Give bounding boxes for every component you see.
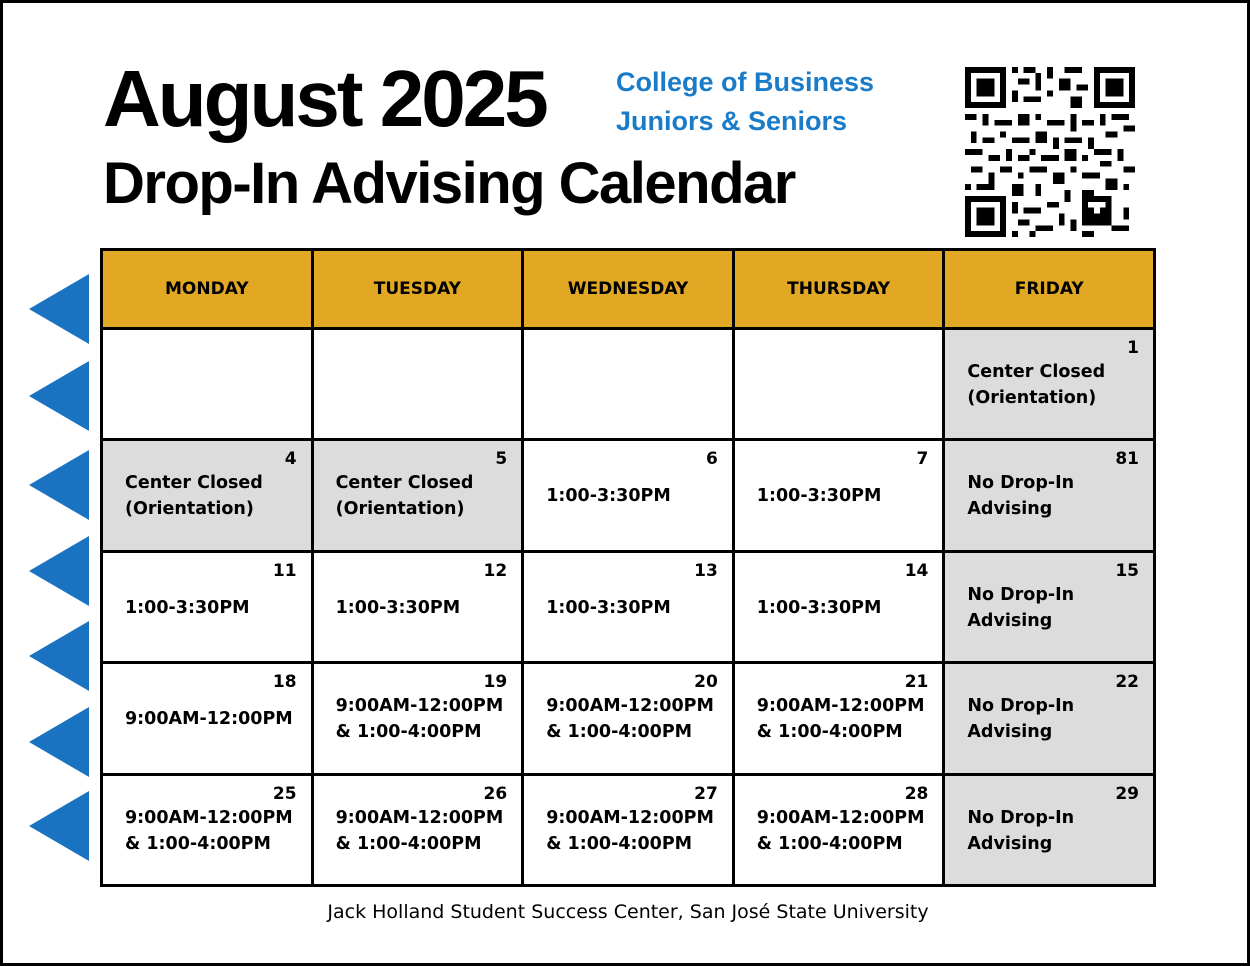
cell-note <box>757 595 935 621</box>
cell-note <box>757 805 935 857</box>
calendar-cell <box>945 553 1153 661</box>
day-number: 21 <box>904 672 929 693</box>
cell-note-line: & 1:00-4:00PM <box>335 833 482 854</box>
blue-triangle-arrow-icon <box>29 450 89 520</box>
day-number: 22 <box>1115 672 1139 693</box>
audience-label: Juniors & Seniors <box>616 106 848 136</box>
cell-note-line: Center Closed <box>125 473 263 494</box>
calendar-cell <box>735 553 943 661</box>
blue-triangle-arrow-icon <box>29 791 89 861</box>
cell-note <box>336 470 514 522</box>
day-number: 5 <box>495 449 508 470</box>
blue-triangle-arrow-icon <box>29 707 89 777</box>
calendar-cell <box>735 441 943 549</box>
cell-note-line: 1:00-3:30PM <box>125 597 250 618</box>
calendar-grid <box>100 248 1156 887</box>
cell-note <box>125 595 303 621</box>
cell-note-line: Advising <box>967 722 1053 743</box>
day-number: 20 <box>694 672 718 693</box>
blue-triangle-arrow-icon <box>29 361 89 431</box>
cell-note-line: 9:00AM-12:00PM <box>335 807 504 828</box>
cell-note-line: Advising <box>967 833 1053 854</box>
calendar-cell <box>735 776 943 884</box>
cell-note-line: 9:00AM-12:00PM <box>546 696 714 717</box>
page-title: August 2025 <box>103 54 546 143</box>
calendar-cell-empty <box>735 330 943 438</box>
cell-note-line: No Drop-In <box>967 473 1075 494</box>
cell-note-line: 9:00AM-12:00PM <box>756 696 925 717</box>
calendar-cell <box>103 553 311 661</box>
cell-note-line: 9:00AM-12:00PM <box>125 709 293 730</box>
calendar-cell <box>314 776 522 884</box>
calendar-cell <box>945 776 1153 884</box>
calendar-cell <box>314 441 522 549</box>
cell-note-line: 1:00-3:30PM <box>756 597 882 618</box>
cell-note-line: 9:00AM-12:00PM <box>335 696 504 717</box>
day-header-tuesday: TUESDAY <box>314 251 522 327</box>
cell-note-line: & 1:00-4:00PM <box>546 833 693 854</box>
cell-note-line: & 1:00-4:00PM <box>335 722 482 743</box>
blue-triangle-arrow-icon <box>29 274 89 344</box>
day-header-friday: FRIDAY <box>945 251 1153 327</box>
cell-note <box>125 805 303 857</box>
cell-note-line: (Orientation) <box>967 388 1097 408</box>
cell-note <box>546 595 724 621</box>
day-number: 14 <box>904 560 929 581</box>
calendar-cell <box>735 664 943 772</box>
cell-note <box>125 706 303 732</box>
cell-note <box>336 805 514 857</box>
calendar-cell <box>524 776 732 884</box>
day-number: 11 <box>272 560 297 581</box>
day-number: 81 <box>1115 449 1139 470</box>
day-number: 6 <box>705 449 718 470</box>
cell-note-line: No Drop-In <box>967 807 1075 828</box>
blue-triangle-arrow-icon <box>29 621 89 691</box>
cell-note <box>967 805 1145 857</box>
cell-note-line: 1:00-3:30PM <box>335 597 461 618</box>
cell-note <box>336 595 514 621</box>
calendar-cell <box>314 664 522 772</box>
cell-note <box>757 483 935 509</box>
calendar-cell <box>524 441 732 549</box>
cell-note-line: 9:00AM-12:00PM <box>546 807 714 828</box>
footer-text: Jack Holland Student Success Center, San José State University <box>327 901 929 923</box>
blue-triangle-arrow-icon <box>29 536 89 606</box>
cell-note <box>967 582 1145 634</box>
day-number: 28 <box>904 783 929 804</box>
day-number: 13 <box>694 560 718 581</box>
qr-code-icon[interactable] <box>965 67 1135 237</box>
cell-note-line: (Orientation) <box>335 499 465 520</box>
cell-note-line: & 1:00-4:00PM <box>125 833 271 854</box>
day-number: 12 <box>483 560 508 581</box>
cell-note <box>967 470 1145 522</box>
calendar-cell <box>314 553 522 661</box>
cell-note <box>125 470 303 522</box>
cell-note-line: Advising <box>967 499 1053 520</box>
calendar-cell <box>524 664 732 772</box>
college-label: College of Business <box>616 67 875 97</box>
cell-note <box>546 805 724 857</box>
cell-note-line: & 1:00-4:00PM <box>756 833 903 854</box>
day-number: 4 <box>284 449 297 470</box>
cell-note-line: & 1:00-4:00PM <box>756 722 903 743</box>
day-header-wednesday: WEDNESDAY <box>524 251 732 327</box>
cell-note-line: 1:00-3:30PM <box>546 486 671 507</box>
day-number: 18 <box>272 672 297 693</box>
cell-note-line: (Orientation) <box>125 499 254 520</box>
cell-note-line: Center Closed <box>967 362 1106 382</box>
cell-note <box>546 693 724 745</box>
calendar-cell <box>103 664 311 772</box>
cell-note <box>336 693 514 745</box>
day-header-thursday: THURSDAY <box>735 251 943 327</box>
day-number: 1 <box>1127 338 1139 358</box>
cell-note <box>546 483 724 509</box>
day-header-monday: MONDAY <box>103 251 311 327</box>
cell-note-line: No Drop-In <box>967 696 1075 717</box>
cell-note-line: 1:00-3:30PM <box>756 486 882 507</box>
day-number: 26 <box>483 783 508 804</box>
cell-note-line: & 1:00-4:00PM <box>546 722 693 743</box>
calendar-cell <box>103 776 311 884</box>
cell-note-line: 1:00-3:30PM <box>546 597 671 618</box>
page-subtitle: Drop-In Advising Calendar <box>103 151 795 216</box>
cell-note <box>967 359 1145 411</box>
cell-note <box>967 693 1145 745</box>
calendar-cell <box>945 664 1153 772</box>
calendar-cell-empty <box>314 330 522 438</box>
calendar-cell <box>524 553 732 661</box>
day-number: 19 <box>483 672 508 693</box>
day-number: 7 <box>916 449 929 470</box>
cell-note-line: 9:00AM-12:00PM <box>756 807 925 828</box>
day-number: 29 <box>1115 783 1139 804</box>
cell-note-line: No Drop-In <box>967 584 1075 605</box>
calendar-cell <box>945 441 1153 549</box>
day-number: 25 <box>272 783 297 804</box>
cell-note-line: 9:00AM-12:00PM <box>125 807 293 828</box>
cell-note <box>757 693 935 745</box>
calendar-cell <box>103 441 311 549</box>
calendar-cell-empty <box>524 330 732 438</box>
calendar-cell <box>945 330 1153 438</box>
cell-note-line: Center Closed <box>335 473 474 494</box>
day-number: 27 <box>694 783 718 804</box>
cell-note-line: Advising <box>967 610 1053 631</box>
calendar-cell-empty <box>103 330 311 438</box>
day-number: 15 <box>1115 560 1139 581</box>
